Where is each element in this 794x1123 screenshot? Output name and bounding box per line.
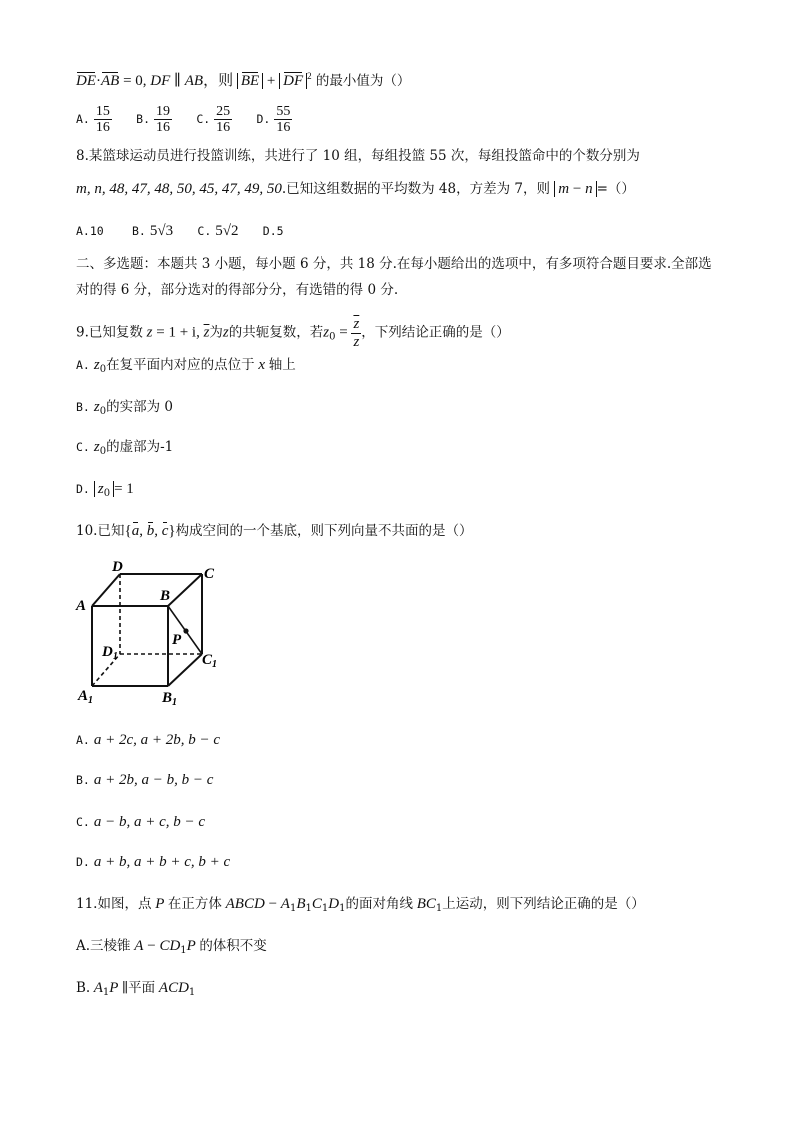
- q9-option-b: B. $z_0$的实部为 0: [76, 399, 173, 417]
- q9-option-d: D. $z_0 = 1$: [76, 481, 134, 499]
- label-b: B: [160, 588, 171, 604]
- q11-option-b: B. $A_1P$ ∥平面 $ACD_1$: [76, 980, 196, 998]
- q10-stem: 10.已知{a, b, c}构成空间的一个基底，则下列向量不共面的是（）: [76, 523, 473, 539]
- label-d: D: [112, 559, 123, 575]
- q9-option-a: A. $z_0$在复平面内对应的点位于 x 轴上: [76, 357, 296, 375]
- q7-condition: DE·AB = 0, DF ∥ AB，则 BE + DF $^2$ 的最小值为（）: [76, 71, 411, 89]
- label-a1: $A_1$: [78, 688, 94, 706]
- label-c1: $C_1$: [202, 652, 218, 670]
- label-d1: $D_1$: [102, 644, 118, 662]
- section2-line1: 二、多选题：本题共 3 小题，每小题 6 分，共 18 分.在每小题给出的选项中，有多项符合题目要求.全部选: [76, 256, 712, 272]
- label-p: P: [172, 632, 182, 648]
- q10-option-d: D. a + b, a + b + c, b + c: [76, 854, 231, 870]
- q10-option-b: B. a + 2b, a − b, b − c: [76, 772, 214, 788]
- q7-tail: 的最小值为（）: [315, 73, 411, 89]
- label-b1: $B_1$: [162, 690, 178, 708]
- q7-options: A. $\frac{15}{16}$ B. $\frac{19}{16}$ C. $\frac{25}{16}$ D. $\frac{55}{16}$: [76, 104, 291, 136]
- point-p-marker: [183, 628, 188, 633]
- q9-option-c: C. $z_0$的虚部为-1: [76, 439, 174, 457]
- label-a: A: [76, 598, 87, 614]
- q8-options: A.10 B. 5√3 C. 5√2 D.5: [76, 223, 284, 239]
- q11-stem: 11.如图，点 P 在正方体 ABCD − $A_1B_1C_1D_1$的面对角线 $BC_1$上运动，则下列结论正确的是（）: [76, 896, 645, 914]
- cube-figure: [74, 558, 224, 708]
- q11-option-a: A.三棱锥 $A - CD_1P$ 的体积不变: [76, 938, 267, 956]
- q10-option-a: A. a + 2c, a + 2b, b − c: [76, 732, 221, 748]
- q8-data-list: m, n, 48, 47, 48, 50, 45, 47, 49, 50: [76, 181, 282, 197]
- section2-line2: 对的得 6 分，部分选对的得部分分，有选错的得 0 分.: [76, 282, 399, 298]
- q10-option-c: C. a − b, a + c, b − c: [76, 814, 206, 830]
- q8-stem-line1: 8.某篮球运动员进行投篮训练，共进行了 10 组，每组投篮 55 次，每组投篮命中的个数分别为: [76, 148, 640, 164]
- q9-stem: 9.已知复数 z = 1 + i, $\overline{z}$为z的共轭复数，若$z_0$ = $\frac{\overline{z}}{z}$ ，下列结论正确的是（）: [76, 316, 510, 350]
- label-c: C: [204, 566, 215, 582]
- q8-stem-line2: m, n, 48, 47, 48, 50, 45, 47, 49, 50.已知这组数据的平均数为 48，方差为 7，则 m − n =（）: [76, 181, 635, 197]
